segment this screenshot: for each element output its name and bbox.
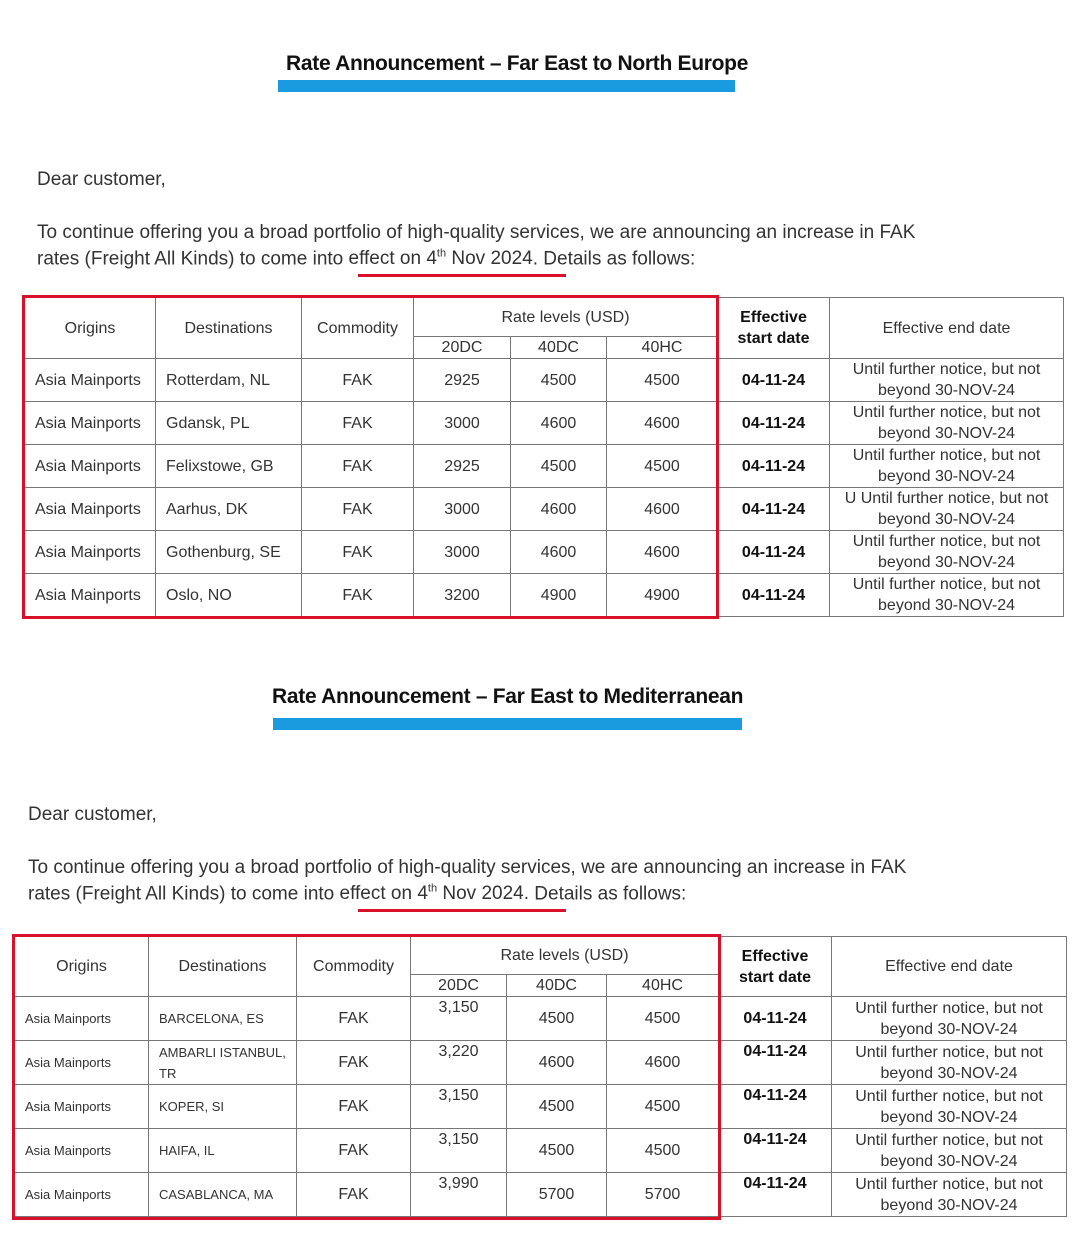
- rate-20dc-cell: 3,150: [411, 1085, 507, 1129]
- rate-40hc-cell: 4600: [607, 1041, 719, 1085]
- rate-20dc-cell: 3200: [414, 574, 511, 617]
- rate-20dc-cell: 3000: [414, 488, 511, 531]
- start-date-cell: 04-11-24: [718, 531, 830, 574]
- table-row: [25, 402, 1064, 445]
- paragraph-line-2: [28, 883, 686, 905]
- commodity-cell: FAK: [302, 359, 414, 402]
- header-start-date: Effective start date: [718, 298, 830, 359]
- commodity-cell: FAK: [297, 1129, 411, 1173]
- rate-40dc-cell: 4500: [507, 1129, 607, 1173]
- rate-40dc-cell: 4600: [511, 488, 607, 531]
- start-date-cell: 04-11-24: [718, 402, 830, 445]
- rate-20dc-cell: 3,990: [411, 1173, 507, 1217]
- rate-20dc-cell: 3,220: [411, 1041, 507, 1085]
- effective-date-highlight: [349, 248, 533, 269]
- header-40dc: 40DC: [507, 975, 607, 997]
- start-date-cell: 04-11-24: [718, 488, 830, 531]
- red-underline: [358, 274, 566, 277]
- header-40hc: 40HC: [607, 975, 719, 997]
- destination-cell: Oslo, NO: [156, 574, 302, 617]
- end-date-cell: Until further notice, but not beyond 30-NOV-24: [830, 531, 1064, 574]
- destination-cell: Gdansk, PL: [156, 402, 302, 445]
- end-date-cell: Until further notice, but not beyond 30-NOV-24: [832, 1173, 1067, 1217]
- rate-40hc-cell: 4600: [607, 402, 718, 445]
- end-date-cell: Until further notice, but not beyond 30-NOV-24: [830, 359, 1064, 402]
- rate-table-north-europe: [24, 297, 1064, 617]
- destination-cell: Rotterdam, NL: [156, 359, 302, 402]
- rate-40hc-cell: 4600: [607, 531, 718, 574]
- origin-cell: Asia Mainports: [15, 997, 149, 1041]
- rate-40hc-cell: 5700: [607, 1173, 719, 1217]
- origin-cell: Asia Mainports: [25, 531, 156, 574]
- commodity-cell: FAK: [297, 1173, 411, 1217]
- header-destinations: Destinations: [149, 937, 297, 997]
- rate-40hc-cell: 4500: [607, 1129, 719, 1173]
- end-date-cell: Until further notice, but not beyond 30-NOV-24: [830, 402, 1064, 445]
- rate-40dc-cell: 4500: [507, 1085, 607, 1129]
- header-20dc: 20DC: [411, 975, 507, 997]
- header-20dc: 20DC: [414, 337, 511, 359]
- origin-cell: Asia Mainports: [25, 574, 156, 617]
- section-title: Rate Announcement – Far East to North Europe: [286, 52, 749, 75]
- rate-40dc-cell: 4900: [511, 574, 607, 617]
- rate-20dc-cell: 3,150: [411, 997, 507, 1041]
- commodity-cell: FAK: [302, 402, 414, 445]
- header-origins: Origins: [25, 298, 156, 359]
- start-date-cell: 04-11-24: [719, 1041, 832, 1085]
- rate-20dc-cell: 3,150: [411, 1129, 507, 1173]
- rate-20dc-cell: 3000: [414, 402, 511, 445]
- start-date-cell: 04-11-24: [718, 445, 830, 488]
- table-row: [25, 488, 1064, 531]
- commodity-cell: FAK: [302, 488, 414, 531]
- start-date-cell: 04-11-24: [718, 359, 830, 402]
- origin-cell: Asia Mainports: [15, 1041, 149, 1085]
- rate-40dc-cell: 4500: [511, 359, 607, 402]
- start-date-cell: 04-11-24: [719, 1085, 832, 1129]
- table-row: [25, 445, 1064, 488]
- rate-40hc-cell: 4500: [607, 997, 719, 1041]
- rate-20dc-cell: 2925: [414, 359, 511, 402]
- rate-40dc-cell: 4600: [511, 531, 607, 574]
- destination-cell: BARCELONA, ES: [149, 997, 297, 1041]
- rate-40hc-cell: 4500: [607, 359, 718, 402]
- rate-20dc-cell: 3000: [414, 531, 511, 574]
- end-date-cell: Until further notice, but not beyond 30-NOV-24: [832, 1041, 1067, 1085]
- origin-cell: Asia Mainports: [15, 1173, 149, 1217]
- end-date-cell: Until further notice, but not beyond 30-NOV-24: [830, 574, 1064, 617]
- rate-40dc-cell: 4500: [511, 445, 607, 488]
- rate-40hc-cell: 4500: [607, 445, 718, 488]
- text: Nov 2024: [446, 248, 533, 270]
- rate-40dc-cell: 4600: [511, 402, 607, 445]
- header-end-date: Effective end date: [830, 298, 1064, 359]
- text: Details as follows:: [529, 883, 687, 905]
- paragraph-line-1: To continue offering you a broad portfolio of high-quality services, we are announcing an increase in FAK: [28, 857, 907, 878]
- effective-date-highlight: [340, 883, 529, 904]
- destination-cell: AMBARLI ISTANBUL, TR: [149, 1041, 297, 1085]
- rate-40hc-cell: 4900: [607, 574, 718, 617]
- header-origins: Origins: [15, 937, 149, 997]
- title-underline-bar: [278, 80, 735, 92]
- table-row: [25, 359, 1064, 402]
- commodity-cell: FAK: [297, 1041, 411, 1085]
- commodity-cell: FAK: [302, 531, 414, 574]
- header-end-date: Effective end date: [832, 937, 1067, 997]
- section-title: Rate Announcement – Far East to Mediterranean: [272, 685, 744, 708]
- rate-40dc-cell: 5700: [507, 1173, 607, 1217]
- rate-table-mediterranean: [14, 936, 1067, 1217]
- end-date-cell: Until further notice, but not beyond 30-NOV-24: [830, 445, 1064, 488]
- table-row: [15, 1041, 1067, 1085]
- destination-cell: CASABLANCA, MA: [149, 1173, 297, 1217]
- end-date-cell: Until further notice, but not beyond 30-NOV-24: [832, 1129, 1067, 1173]
- rate-40dc-cell: 4600: [507, 1041, 607, 1085]
- text: rates (Freight All Kinds) to come into: [37, 248, 349, 270]
- text: rates (Freight All Kinds) to come into: [28, 883, 340, 905]
- header-40dc: 40DC: [511, 337, 607, 359]
- commodity-cell: FAK: [297, 1085, 411, 1129]
- text: th: [436, 248, 447, 260]
- red-underline: [358, 909, 566, 912]
- table-row: [15, 1085, 1067, 1129]
- origin-cell: Asia Mainports: [25, 402, 156, 445]
- text: th: [427, 883, 438, 895]
- table-row: [25, 531, 1064, 574]
- greeting: Dear customer,: [28, 804, 157, 825]
- title-underline-bar: [273, 718, 742, 730]
- header-rate-levels: Rate levels (USD): [414, 298, 718, 337]
- rate-40dc-cell: 4500: [507, 997, 607, 1041]
- origin-cell: Asia Mainports: [15, 1085, 149, 1129]
- rate-20dc-cell: 2925: [414, 445, 511, 488]
- header-rate-levels: Rate levels (USD): [411, 937, 719, 975]
- paragraph-line-1: To continue offering you a broad portfolio of high-quality services, we are announcing an increase in FAK: [37, 222, 916, 243]
- header-start-date: Effective start date: [719, 937, 832, 997]
- table-row: [15, 997, 1067, 1041]
- table-row: [15, 1173, 1067, 1217]
- greeting: Dear customer,: [37, 169, 166, 190]
- header-40hc: 40HC: [607, 337, 718, 359]
- start-date-cell: 04-11-24: [719, 997, 832, 1041]
- paragraph-line-2: [37, 248, 695, 270]
- origin-cell: Asia Mainports: [25, 359, 156, 402]
- destination-cell: Gothenburg, SE: [156, 531, 302, 574]
- destination-cell: Felixstowe, GB: [156, 445, 302, 488]
- origin-cell: Asia Mainports: [25, 488, 156, 531]
- table-row: [25, 574, 1064, 617]
- text: Nov 2024.: [437, 883, 529, 905]
- start-date-cell: 04-11-24: [718, 574, 830, 617]
- start-date-cell: 04-11-24: [719, 1173, 832, 1217]
- rate-40hc-cell: 4600: [607, 488, 718, 531]
- end-date-cell: Until further notice, but not beyond 30-NOV-24: [832, 1085, 1067, 1129]
- header-commodity: Commodity: [297, 937, 411, 997]
- text: . Details as follows:: [532, 248, 696, 270]
- rate-40hc-cell: 4500: [607, 1085, 719, 1129]
- origin-cell: Asia Mainports: [15, 1129, 149, 1173]
- table-row: [15, 1129, 1067, 1173]
- end-date-cell: Until further notice, but not beyond 30-NOV-24: [832, 997, 1067, 1041]
- end-date-cell: U Until further notice, but not beyond 30-NOV-24: [830, 488, 1064, 531]
- commodity-cell: FAK: [297, 997, 411, 1041]
- destination-cell: KOPER, SI: [149, 1085, 297, 1129]
- destination-cell: HAIFA, IL: [149, 1129, 297, 1173]
- destination-cell: Aarhus, DK: [156, 488, 302, 531]
- text: effect on 4: [348, 248, 437, 270]
- commodity-cell: FAK: [302, 574, 414, 617]
- header-commodity: Commodity: [302, 298, 414, 359]
- header-destinations: Destinations: [156, 298, 302, 359]
- text: effect on 4: [339, 883, 428, 905]
- origin-cell: Asia Mainports: [25, 445, 156, 488]
- start-date-cell: 04-11-24: [719, 1129, 832, 1173]
- commodity-cell: FAK: [302, 445, 414, 488]
